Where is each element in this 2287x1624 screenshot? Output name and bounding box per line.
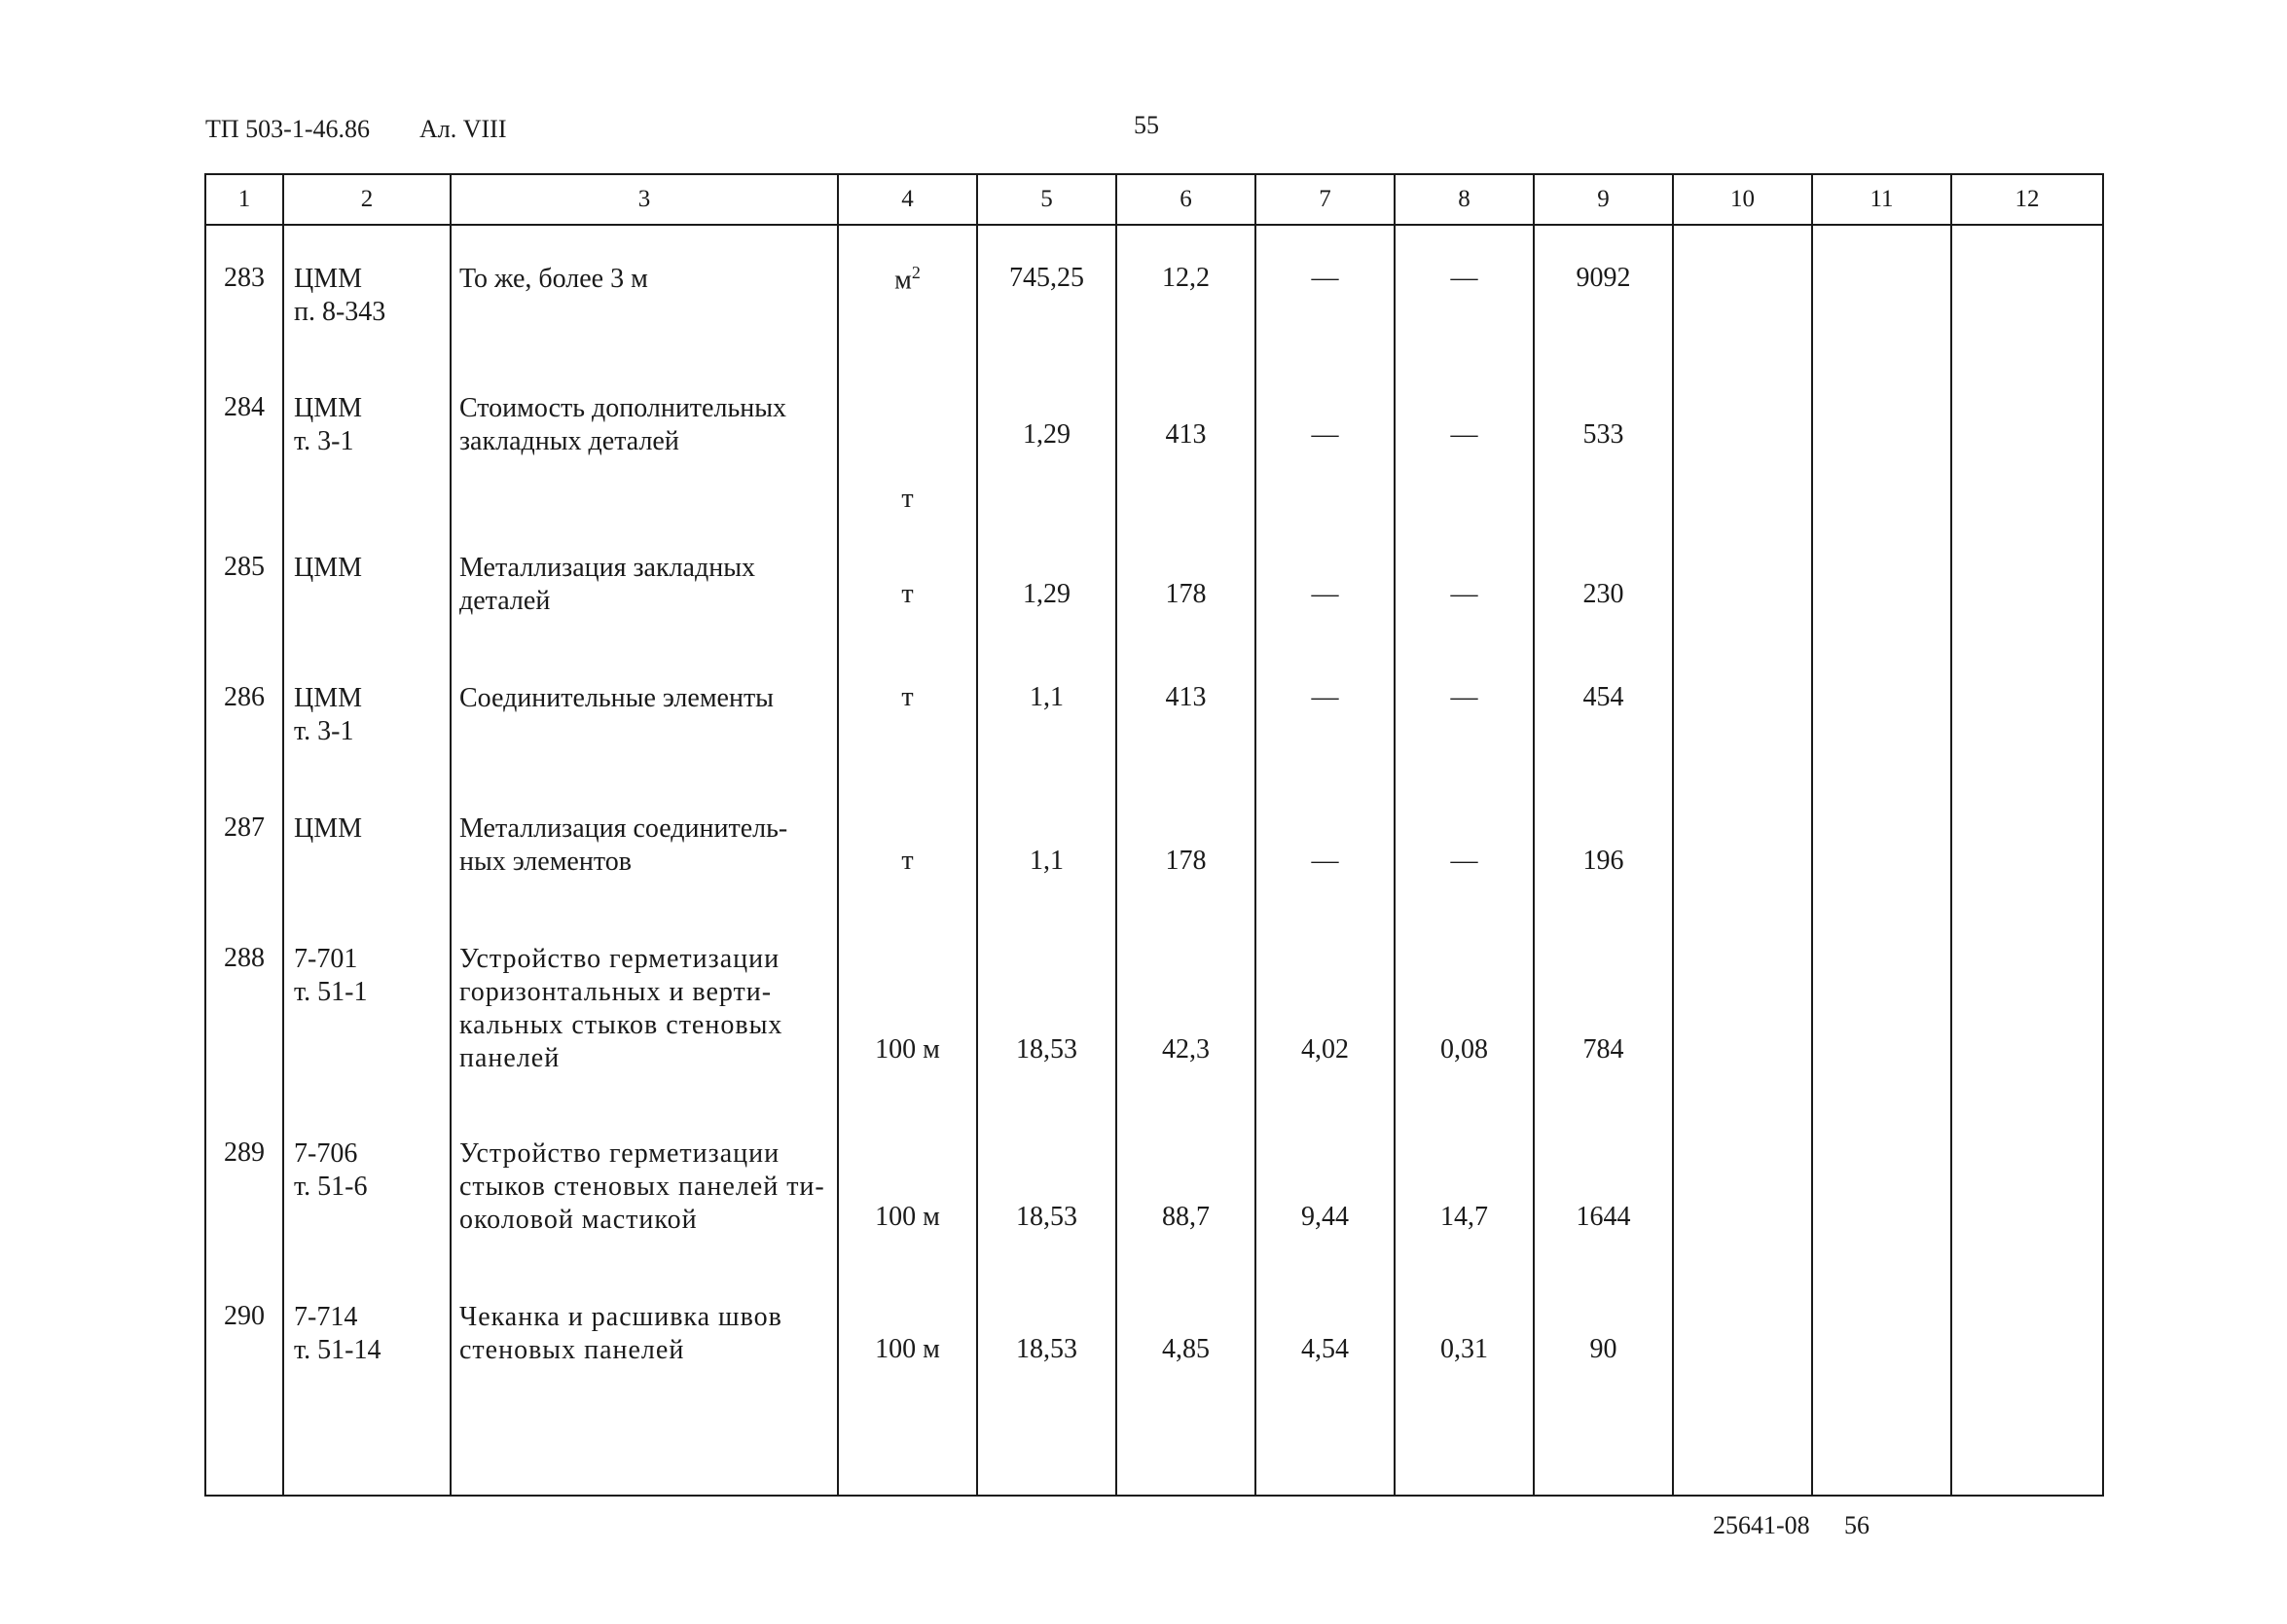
wage-cost: — bbox=[1255, 645, 1395, 776]
total-cost: 230 bbox=[1534, 515, 1673, 645]
unit-text: м bbox=[894, 265, 912, 296]
empty-cell bbox=[1812, 906, 1951, 1101]
col-header-4: 4 bbox=[838, 174, 977, 225]
estimate-table bbox=[204, 173, 2104, 1497]
unit-price: 12,2 bbox=[1116, 225, 1255, 355]
document-code: ТП 503-1-46.86 bbox=[205, 115, 370, 143]
rate-code-sub: т. 51-14 bbox=[294, 1335, 381, 1365]
quantity: 1,1 bbox=[977, 776, 1116, 906]
rate-code-main: 7-714 bbox=[294, 1302, 358, 1332]
col-header-11: 11 bbox=[1812, 174, 1951, 225]
wage-cost: 4,54 bbox=[1255, 1264, 1395, 1394]
col-header-5: 5 bbox=[977, 174, 1116, 225]
table-row bbox=[205, 645, 2103, 776]
row-number: 286 bbox=[205, 645, 283, 776]
work-description: Металлизация соединитель-ных элементов bbox=[451, 776, 838, 906]
unit: т bbox=[838, 645, 977, 776]
rate-code-sub: т. 3-1 bbox=[294, 716, 354, 746]
work-description: Стоимость дополнительных закладных деталей bbox=[451, 355, 838, 515]
row-number: 284 bbox=[205, 355, 283, 515]
machine-cost: — bbox=[1395, 515, 1534, 645]
total-cost: 196 bbox=[1534, 776, 1673, 906]
footer-page-number: 56 bbox=[1844, 1511, 1870, 1539]
machine-cost: — bbox=[1395, 355, 1534, 515]
total-cost: 784 bbox=[1534, 906, 1673, 1101]
wage-cost: — bbox=[1255, 776, 1395, 906]
machine-cost: 0,08 bbox=[1395, 906, 1534, 1101]
col-header-9: 9 bbox=[1534, 174, 1673, 225]
quantity: 18,53 bbox=[977, 1264, 1116, 1394]
empty-cell bbox=[1812, 225, 1951, 355]
empty-cell bbox=[1951, 515, 2103, 645]
rate-code-main: ЦММ bbox=[294, 393, 363, 423]
machine-cost: — bbox=[1395, 645, 1534, 776]
unit-price: 88,7 bbox=[1116, 1101, 1255, 1264]
rate-code bbox=[283, 1101, 451, 1264]
table-row bbox=[205, 355, 2103, 515]
wage-cost: 4,02 bbox=[1255, 906, 1395, 1101]
work-description: То же, более 3 м bbox=[451, 225, 838, 355]
row-number: 290 bbox=[205, 1264, 283, 1394]
rate-code-main: 7-701 bbox=[294, 944, 358, 974]
column-header-row bbox=[205, 174, 2103, 225]
quantity: 745,25 bbox=[977, 225, 1116, 355]
col-header-1: 1 bbox=[205, 174, 283, 225]
wage-cost: 9,44 bbox=[1255, 1101, 1395, 1264]
col-header-12: 12 bbox=[1951, 174, 2103, 225]
col-header-8: 8 bbox=[1395, 174, 1534, 225]
unit-price: 413 bbox=[1116, 645, 1255, 776]
row-number: 287 bbox=[205, 776, 283, 906]
quantity: 1,29 bbox=[977, 355, 1116, 515]
rate-code-main: ЦММ bbox=[294, 553, 363, 583]
empty-cell bbox=[1673, 906, 1812, 1101]
work-description: Устройство герметизации стыков стеновых панелей ти-околовой мастикой bbox=[451, 1101, 838, 1264]
table-row bbox=[205, 225, 2103, 355]
rate-code-sub: т. 3-1 bbox=[294, 426, 354, 456]
wage-cost: — bbox=[1255, 515, 1395, 645]
rate-code bbox=[283, 645, 451, 776]
unit: 100 м bbox=[838, 906, 977, 1101]
empty-cell bbox=[1673, 1264, 1812, 1394]
total-cost: 1644 bbox=[1534, 1101, 1673, 1264]
row-number: 289 bbox=[205, 1101, 283, 1264]
total-cost: 9092 bbox=[1534, 225, 1673, 355]
empty-cell bbox=[1812, 355, 1951, 515]
rate-code-main: 7-706 bbox=[294, 1138, 358, 1169]
work-description: Чеканка и расшивка швов стеновых панелей bbox=[451, 1264, 838, 1394]
unit-price: 413 bbox=[1116, 355, 1255, 515]
work-description: Металлизация закладных деталей bbox=[451, 515, 838, 645]
quantity: 18,53 bbox=[977, 906, 1116, 1101]
footer-document-code: 25641-08 bbox=[1713, 1511, 1810, 1539]
rate-code-main: ЦММ bbox=[294, 683, 363, 713]
machine-cost: — bbox=[1395, 225, 1534, 355]
machine-cost: 0,31 bbox=[1395, 1264, 1534, 1394]
empty-cell bbox=[1951, 776, 2103, 906]
rate-code-main: ЦММ bbox=[294, 264, 363, 294]
table-row bbox=[205, 776, 2103, 906]
unit: т bbox=[838, 515, 977, 645]
empty-cell bbox=[1673, 776, 1812, 906]
unit: т bbox=[838, 355, 977, 515]
col-header-6: 6 bbox=[1116, 174, 1255, 225]
empty-cell bbox=[1673, 1101, 1812, 1264]
table-row bbox=[205, 1101, 2103, 1264]
empty-cell bbox=[1673, 645, 1812, 776]
empty-cell bbox=[1951, 906, 2103, 1101]
empty-cell bbox=[1812, 1101, 1951, 1264]
unit: 100 м bbox=[838, 1264, 977, 1394]
empty-cell bbox=[1951, 1101, 2103, 1264]
rate-code bbox=[283, 776, 451, 906]
rate-code bbox=[283, 355, 451, 515]
total-cost: 533 bbox=[1534, 355, 1673, 515]
empty-cell bbox=[1951, 225, 2103, 355]
row-number: 283 bbox=[205, 225, 283, 355]
unit: т bbox=[838, 776, 977, 906]
empty-cell bbox=[1812, 515, 1951, 645]
empty-cell bbox=[1951, 645, 2103, 776]
rate-code bbox=[283, 515, 451, 645]
empty-cell bbox=[1951, 1264, 2103, 1394]
work-description: Соединительные элементы bbox=[451, 645, 838, 776]
unit-price: 42,3 bbox=[1116, 906, 1255, 1101]
rate-code bbox=[283, 1264, 451, 1394]
empty-cell bbox=[1951, 355, 2103, 515]
empty-cell bbox=[1812, 1264, 1951, 1394]
col-header-10: 10 bbox=[1673, 174, 1812, 225]
unit-price: 178 bbox=[1116, 776, 1255, 906]
empty-cell bbox=[1673, 355, 1812, 515]
total-cost: 90 bbox=[1534, 1264, 1673, 1394]
wage-cost: — bbox=[1255, 355, 1395, 515]
col-header-7: 7 bbox=[1255, 174, 1395, 225]
col-header-3: 3 bbox=[451, 174, 838, 225]
rate-code-main: ЦММ bbox=[294, 813, 363, 844]
rate-code-sub: т. 51-6 bbox=[294, 1172, 368, 1202]
sheet-label: Ал. VIII bbox=[419, 115, 507, 143]
rate-code-sub: п. 8-343 bbox=[294, 297, 386, 327]
machine-cost: — bbox=[1395, 776, 1534, 906]
table-row bbox=[205, 906, 2103, 1101]
unit bbox=[838, 225, 977, 355]
empty-cell bbox=[1673, 225, 1812, 355]
unit-price: 178 bbox=[1116, 515, 1255, 645]
rate-code bbox=[283, 906, 451, 1101]
col-header-2: 2 bbox=[283, 174, 451, 225]
quantity: 1,29 bbox=[977, 515, 1116, 645]
rate-code bbox=[283, 225, 451, 355]
unit: 100 м bbox=[838, 1101, 977, 1264]
empty-cell bbox=[1812, 776, 1951, 906]
work-description: Устройство герметизации горизонтальных и верти-кальных стыков стеновых панелей bbox=[451, 906, 838, 1101]
unit-superscript: 2 bbox=[911, 263, 921, 282]
table-bottom-spacer bbox=[205, 1394, 2103, 1496]
table-row bbox=[205, 1264, 2103, 1394]
row-number: 288 bbox=[205, 906, 283, 1101]
wage-cost: — bbox=[1255, 225, 1395, 355]
empty-cell bbox=[1812, 645, 1951, 776]
row-number: 285 bbox=[205, 515, 283, 645]
page-number: 55 bbox=[1134, 111, 1159, 139]
quantity: 1,1 bbox=[977, 645, 1116, 776]
machine-cost: 14,7 bbox=[1395, 1101, 1534, 1264]
unit-price: 4,85 bbox=[1116, 1264, 1255, 1394]
rate-code-sub: т. 51-1 bbox=[294, 977, 368, 1007]
empty-cell bbox=[1673, 515, 1812, 645]
quantity: 18,53 bbox=[977, 1101, 1116, 1264]
table-row bbox=[205, 515, 2103, 645]
total-cost: 454 bbox=[1534, 645, 1673, 776]
